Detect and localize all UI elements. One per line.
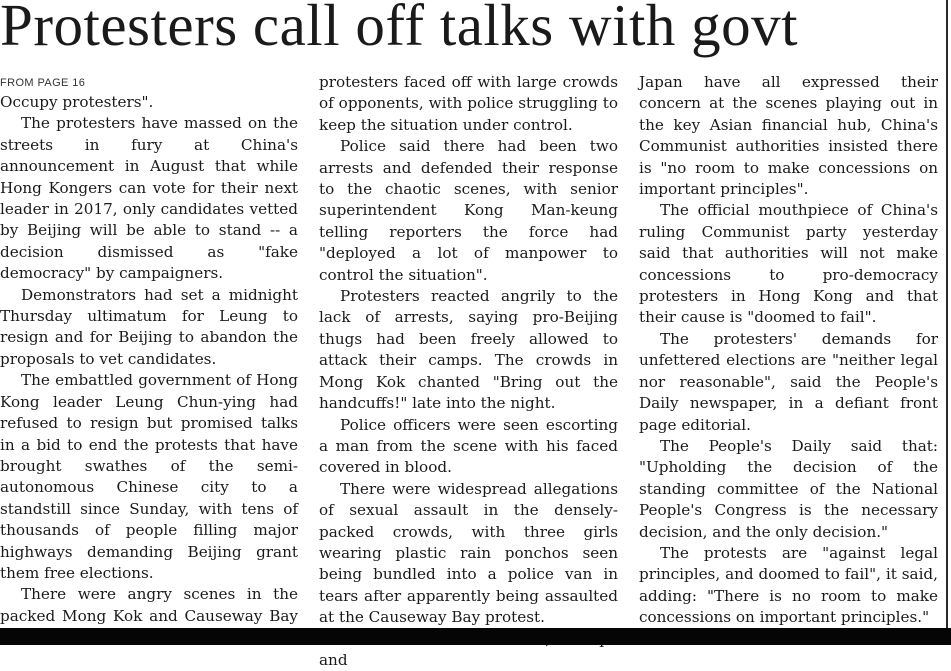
paragraph: Police officers were seen escorting a man from the scene with his faced covered in blood. — [319, 415, 618, 477]
column-rule — [946, 0, 948, 630]
article-column-1 — [0, 72, 298, 628]
paragraph: The People's Daily said that: "Upholding the decision of the standing committee of the National People's Congress is the necessary decision, and the only decision." — [639, 436, 938, 541]
paragraph: protesters faced off with large crowds of opponents, with police struggling to keep the situation under control. — [319, 73, 618, 134]
paragraph: The protesters have massed on the streets in fury at China's announcement in August that while Hong Kongers can vote for their next leader in 2017, only candidates vetted by Beijing will be able to stand -- a decision dismissed as "fake democracy" by campaigners. — [0, 114, 298, 283]
paragraph: Police said there had been two arrests and defended their response to the chaotic scenes, with senior superintendent Kong Man-keung telling reporters the force had "deployed a lot of manpower to control the situation". — [319, 137, 618, 284]
paragraph: The official mouthpiece of China's ruling Communist party yesterday said that authorities will not make concessions to pro-democracy protesters in Hong Kong and that their cause is "doomed to fail". — [639, 201, 938, 327]
paragraph: Protesters reacted angrily to the lack of arrests, saying pro-Beijing thugs had been freely allowed to attack their camps. The crowds in Mong Kok chanted "Bring out the handcuffs!" late into the night. — [319, 287, 618, 413]
paragraph: Demonstrators had set a midnight Thursday ultimatum for Leung to resign and for Beijing to abandon the proposals to vet candidates. — [0, 285, 298, 368]
paragraph: Occupy protesters". — [0, 93, 154, 111]
jump-line: FROM PAGE 16 — [0, 77, 86, 89]
bottom-bar — [0, 628, 951, 645]
paragraph: Japan have all expressed their concern at the scenes playing out in the key Asian financial hub, China's Communist authorities insisted there is "no room to make concessions on important principles". — [639, 73, 938, 199]
paragraph: There were angry scenes in the packed Mong Kok and Causeway Bay — [0, 585, 298, 625]
paragraph: The protesters' demands for unfettered elections are "neither legal nor reasonable", said the People's Daily newspaper, in a defiant front page editorial. — [639, 329, 938, 434]
paragraph: There were widespread allegations of sexual assault in the densely-packed crowds, with three girls wearing plastic rain ponchos seen being bundled into a police van in tears after apparently being assaulted at the Causeway Bay protest. — [319, 479, 618, 627]
paragraph: The protests are "against legal principles, and doomed to fail", it said, adding: "There is no room to make concessions on important principles." — [639, 543, 938, 627]
article-column-3 — [639, 72, 938, 628]
paragraph: The embattled government of Hong Kong leader Leung Chun-ying had refused to resign but promised talks in a bid to end the protests that have brought swathes of the semi-autonomous Chinese city to a standstill since Sunday, with tens of thousands of people filling major highways demanding Beijing grant them free elections. — [0, 371, 298, 582]
headline: Protesters call off talks with govt — [0, 0, 799, 58]
article-column-2 — [319, 72, 618, 669]
paragraph: and — [319, 650, 348, 669]
